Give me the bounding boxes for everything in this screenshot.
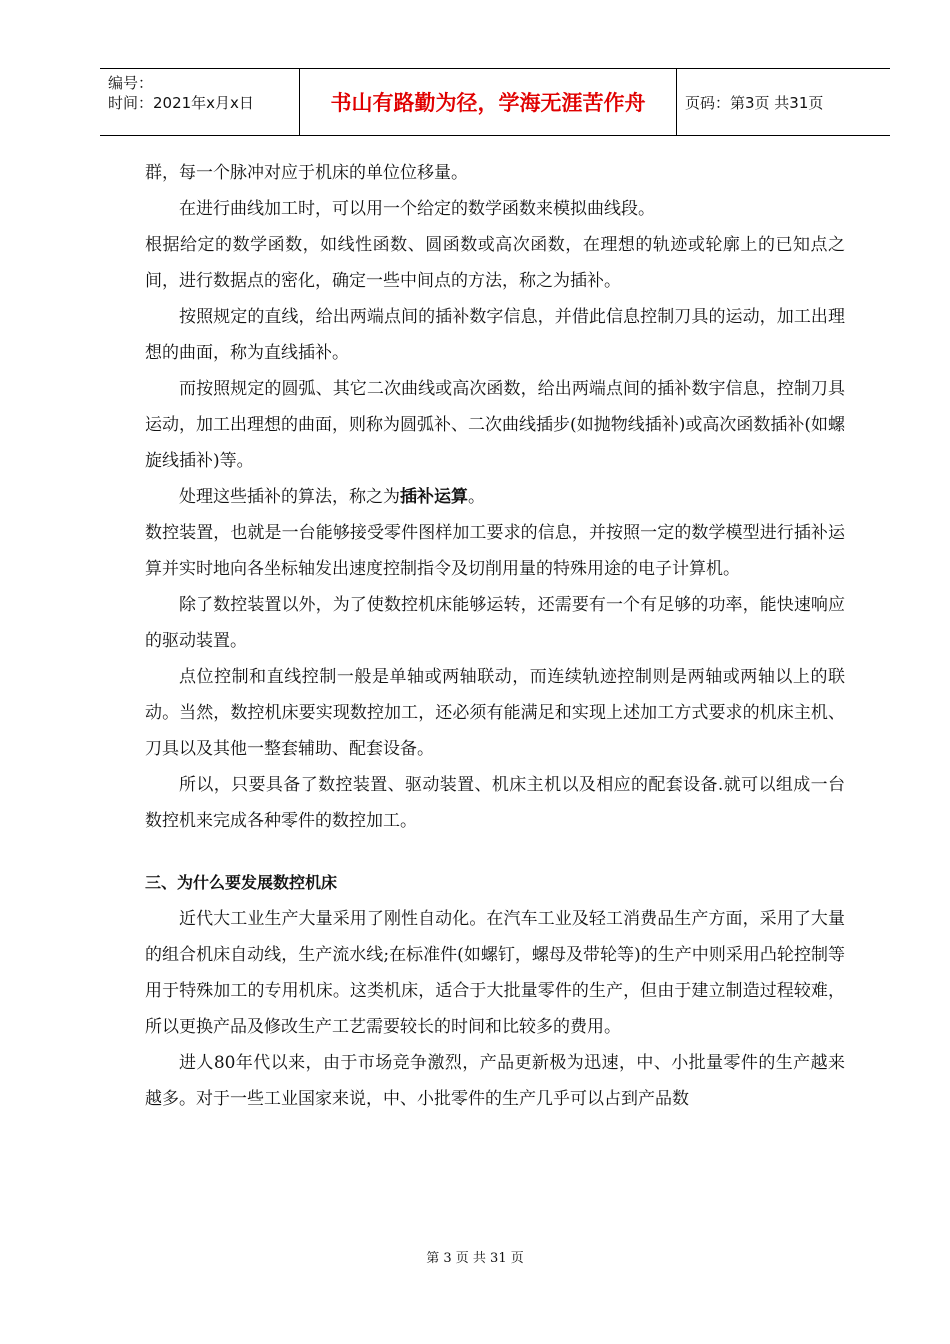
header-meta — [100, 69, 300, 135]
time-label: 时间：2021年x月x日 — [108, 94, 254, 112]
section-heading: 三、为什么要发展数控机床 — [145, 873, 338, 892]
paragraph-text: 处理这些插补的算法，称之为 — [179, 487, 400, 507]
paragraph: 按照规定的直线，给出两端点间的插补数字信息，并借此信息控制刀具的运动，加工出理想的曲面，称为直线插补。 — [145, 307, 845, 363]
paragraph: 近代大工业生产大量采用了刚性自动化。在汽车工业及轻工消费品生产方面，采用了大量的组合机床自动线，生产流水线;在标准件(如螺钉，螺母及带轮等)的生产中则采用凸轮控制等用于特殊加工的专用机床。这类机床，适合于大批量零件的生产，但由于建立制造过程较难，所以更换产品及修改生产工艺需要较长的时间和比较多的费用。 — [145, 909, 845, 1037]
paragraph: 根据给定的数学函数，如线性函数、圆函数或高次函数，在理想的轨迹或轮廓上的已知点之间，进行数据点的密化，确定一些中间点的方法，称之为插补。 — [145, 235, 845, 291]
paragraph: 在进行曲线加工时，可以用一个给定的数学函数来模拟曲线段。 — [179, 199, 655, 219]
paragraph: 而按照规定的圆弧、其它二次曲线或高次函数，给出两端点间的插补数宇信息，控制刀具运动，加工出理想的曲面，则称为圆弧补、二次曲线插步(如抛物线插补)或高次函数插补(如螺旋线插补)等。 — [145, 379, 845, 471]
paragraph: 所以，只要具备了数控装置、驱动装置、机床主机以及相应的配套设备.就可以组成一台数控机来完成各种零件的数控加工。 — [145, 775, 845, 831]
header-motto: 书山有路勤为径，学海无涯苦作舟 — [300, 69, 677, 135]
page-footer: 第 3 页 共 31 页 — [426, 1251, 524, 1266]
bold-term: 插补运算 — [400, 487, 468, 507]
paragraph-text: 。 — [468, 487, 485, 507]
paragraph: 除了数控装置以外，为了使数控机床能够运转，还需要有一个有足够的功率，能快速响应的驱动装置。 — [145, 595, 845, 651]
paragraph — [145, 479, 845, 515]
page-header — [100, 68, 890, 136]
paragraph: 点位控制和直线控制一般是单轴或两轴联动，而连续轨迹控制则是两轴或两轴以上的联动。当然，数控机床要实现数控加工，还必须有能满足和实现上述加工方式要求的机床主机、刀具以及其他一整套辅助、配套设备。 — [145, 667, 845, 759]
paragraph: 进人80年代以来，由于市场竞争激烈，产品更新极为迅速，中、小批量零件的生产越来越多。对于一些工业国家来说，中、小批零件的生产几乎可以占到产品数 — [145, 1053, 845, 1109]
document-body — [145, 155, 845, 1117]
paragraph: 数控装置，也就是一台能够接受零件图样加工要求的信息，并按照一定的数学模型进行插补运算并实时地向各坐标轴发出速度控制指令及切削用量的特殊用途的电子计算机。 — [145, 523, 845, 579]
number-label: 编号： — [108, 74, 154, 92]
header-page-code: 页码：第3页 共31页 — [685, 93, 824, 112]
paragraph: 群，每一个脉冲对应于机床的单位位移量。 — [145, 163, 468, 183]
